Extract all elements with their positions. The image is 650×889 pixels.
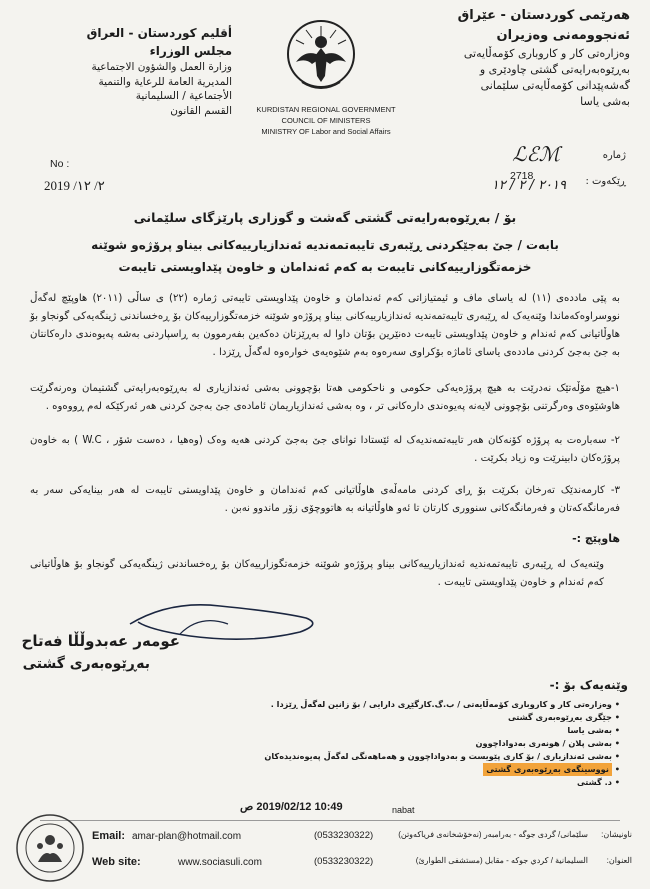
timestamp: 10:49 2019/02/12 ص bbox=[240, 801, 343, 813]
attachment-label: هاوپێچ :- bbox=[572, 532, 620, 545]
header-english-line3: MINISTRY OF Labor and Social Affairs bbox=[261, 127, 391, 136]
header-arabic bbox=[64, 24, 232, 118]
email-value: amar-plan@hotmail.com bbox=[132, 831, 242, 842]
header-english bbox=[222, 104, 430, 137]
header-arabic-line3: وزارة العمل والشؤون الاجتماعية bbox=[91, 61, 232, 73]
header-arabic-line6: القسم القانون bbox=[170, 104, 232, 117]
cc-title: وێنەیەک بۆ :- bbox=[549, 678, 628, 692]
phone1: (0533230322) bbox=[314, 830, 374, 841]
nabat-label: nabat bbox=[392, 805, 415, 815]
cc-item: • جێگری بەڕێوەبەری گشتی bbox=[507, 712, 620, 722]
header-kurdish bbox=[415, 6, 630, 110]
header-arabic-line2: مجلس الوزراء bbox=[149, 44, 232, 58]
phone2: (0533230322) bbox=[314, 856, 374, 867]
header-english-line1: KURDISTAN REGIONAL GOVERNMENT bbox=[256, 105, 396, 114]
body-point-3: ٣- کارمەندێک تەرخان بکرێت بۆ ڕای کردنی مامەڵەی هاوڵاتیانی کەم ئەندامان و خاوەن پێداویستی تایبەت لە هەر بینایەکی سەر بە فەرمانگەکەتان و فەرمانگەکانی سنووری کارتان تا ئەو هاوڵاتیانە بە هاتووچۆی زۆر ماندوو نەبن . bbox=[30, 485, 620, 514]
no-label: No : bbox=[50, 158, 70, 170]
number-value: 2718 bbox=[510, 170, 534, 182]
date-right: ٢٠١٩ / ٢ / ١٢ bbox=[491, 178, 566, 193]
address2-label: العنوان: bbox=[606, 856, 632, 865]
subject-line2: خزمەتگوزارییەکانی تایبەت بە کەم ئەندامان و خاوەن پێداویستی تایبەت bbox=[118, 260, 532, 274]
body-point-1: ١-هیچ مۆڵەتێک نەدرێت بە هیچ پرۆژەیەکی حکومی و ناحکومی هەتا بۆچوونی بەشی ئەندازیاری لە بەڕێوەبەرایەتی گشتیمان وەرنەگرێت هاوشێوەی وەرگرتنی بۆچوونی لایەنە پەیوەندی دارەکانی تر ، وە بەشی ئەندازیاریمان ئامادەی جێ بەجێ کردنی هەر ئەرکێکە لەم ڕووەوە . bbox=[30, 383, 620, 412]
header-arabic-line1: أقليم كوردستان - العراق bbox=[86, 26, 232, 40]
cc-item-text: بەشی ئەندازیاری / بۆ کاری پێویست و بەدواداچوون و هەماهەنگی لەگەڵ پەیوەندیدەکان bbox=[264, 751, 612, 761]
cc-item-text: بەشی پلان / هونەری بەدواداچوون bbox=[475, 738, 612, 748]
cc-item: • وەزارەتی کار و کاروباری کۆمەڵایەتی / ب.گ.کارگێڕی دارایی / بۆ زانین لەگەڵ ڕێزدا . bbox=[270, 699, 620, 709]
cc-item: • بەشی ئەندازیاری / بۆ کاری پێویست و بەدواداچوون و هەماهەنگی لەگەڵ پەیوەندیدەکان bbox=[264, 751, 620, 761]
cc-item-text: جێگری بەڕێوەبەری گشتی bbox=[507, 712, 612, 722]
subject-line1: بابەت / جێ بەجێکردنی ڕێبەری تایبەتمەندیە ئەندازیارییەکانی بیناو پرۆژەو شوێنە bbox=[91, 238, 559, 252]
header-kurdish-line1: هەرێمی کوردستان - عێراق bbox=[457, 8, 630, 23]
website-value: www.sociasuli.com bbox=[178, 857, 262, 868]
footer-divider bbox=[40, 820, 620, 821]
date-left: 2019 /٢/ ١٢ bbox=[44, 178, 105, 193]
header-kurdish-line2: ئەنجوومەنی وەزیران bbox=[496, 28, 630, 43]
cc-item-text: بەشی یاسا bbox=[567, 725, 612, 735]
header-kurdish-line6: بەشی یاسا bbox=[580, 95, 630, 108]
body-point-2: ٢- سەبارەت بە پرۆژە کۆنەکان هەر تایبەتمەندیەک لە ئێستادا توانای جێ بەجێ کردنی هەیە وەک (وەهیا ، دەست شۆر ، W.C ) بە خاوەن پرۆژەکان دابینرێت وە زیاد بکرێت . bbox=[30, 435, 620, 464]
signatory-title: بەڕێوەبەری گشتی bbox=[22, 656, 150, 672]
body-paragraph-intro: بە پێی ماددەی (١١) لە یاسای ماف و ئیمتیازاتی کەم ئەندامان و خاوەن پێداویستی تایبەتی ژمارە (٢٢) ی ساڵی (٢٠١١) هاوپێچ لەگەڵ نووسراوەکەماندا وێنەیەک لە ڕێبەری تایبەتمەندیە ئەندازیارییەکانی بیناو پرۆژەو شوێنە خزمەتگوزارییەکان بۆ ڕەخساندنی ژینگەیەکی گونجاو بۆ هاوڵاتیانی کەم ئەندام و خاوەن پێداویستی تایبەت دەنێرین بۆتان داوا لە بەڕێزتان دەکەین بفەرموون بە ڕاسپاردنی بەشە پەیوەندی دارەکانتان بە جێ بەجێ کردنی ماددەی یاسای ئاماژە بۆکراوی سەرەوە بەم شێوەیەی خوارەوە لەگەڵ ڕێزدا . bbox=[30, 293, 620, 358]
cc-list bbox=[260, 698, 620, 789]
address2-text: السليمانية / كردي جوكه - مقابل (مستشفى الطوارئ) bbox=[415, 856, 588, 865]
header-kurdish-line4: بەڕێوەبەرایەتی گشتی چاودێری و bbox=[479, 63, 630, 76]
signatory-name: عومەر عەبدوڵڵا فەتاح bbox=[21, 632, 180, 650]
number-handwritten-icon: ℒℰℳ bbox=[512, 144, 560, 166]
cc-item-text: وەزارەتی کار و کاروباری کۆمەڵایەتی / ب.گ.کارگێڕی دارایی / بۆ زانین لەگەڵ ڕێزدا . bbox=[270, 699, 612, 709]
cc-item: • بەشی یاسا bbox=[567, 725, 620, 735]
header-english-line2: COUNCIL OF MINISTERS bbox=[281, 116, 371, 125]
header-arabic-line4: المديرية العامة للرعاية والتنمية bbox=[98, 75, 232, 88]
header-arabic-line5: الأجتماعية / السليمانية bbox=[135, 90, 232, 102]
header-kurdish-line5: گەشەپێدانی کۆمەڵایەتی سلێمانی bbox=[480, 79, 630, 92]
cc-item: • د. گشتی bbox=[577, 777, 620, 787]
ministry-seal-icon bbox=[14, 812, 86, 884]
attachment-text: وێنەیەک لە ڕێبەری تایبەتمەندیە ئەندازیارییەکانی بیناو پرۆژەو شوێنە خزمەتگوزارییەکان بۆ ڕەخساندنی ژینگەیەکی گونجاو بۆ هاوڵاتیانی کەم ئەندام و خاوەن پێداویستی تایبەت . bbox=[30, 559, 604, 588]
website-label: Web site: bbox=[92, 856, 141, 868]
cc-item-text: نووسینگەی بەڕێوەبەری گشتی bbox=[483, 763, 612, 776]
footer bbox=[92, 826, 632, 882]
date-label: ڕێکەوت : bbox=[585, 176, 626, 187]
cc-item: • بەشی پلان / هونەری بەدواداچوون bbox=[475, 738, 620, 748]
kurdistan-emblem-icon bbox=[282, 18, 360, 98]
number-label: ژمارە bbox=[602, 150, 626, 161]
header-kurdish-line3: وەزارەتی کار و کاروباری کۆمەڵایەتی bbox=[463, 47, 630, 60]
cc-item-highlighted: • نووسینگەی بەڕێوەبەری گشتی bbox=[260, 763, 620, 776]
address1-text: سلێمانی/ گردی جوگە - بەرامبەر (نەخۆشخانەی فریاکەوتن) bbox=[398, 830, 588, 839]
address1-label: ناونیشان: bbox=[601, 830, 632, 839]
cc-item-text: د. گشتی bbox=[577, 777, 612, 787]
email-label: Email: bbox=[92, 830, 126, 842]
to-line: بۆ / بەڕێوەبەرایەتی گشتی گەشت و گوزاری پارێزگای سلێمانی bbox=[133, 210, 517, 225]
